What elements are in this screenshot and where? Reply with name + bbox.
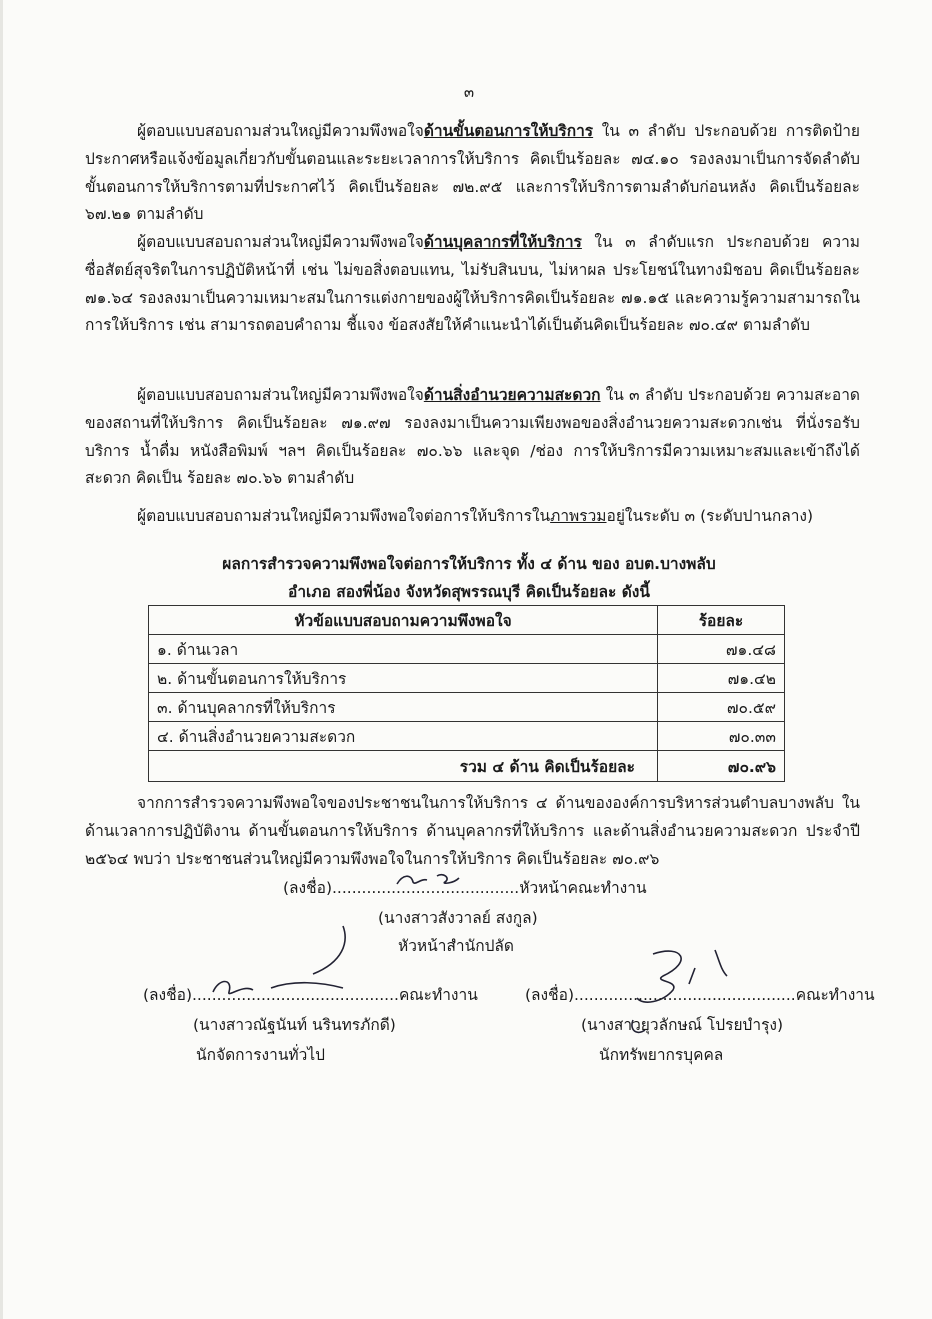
page-number: ๓	[463, 83, 475, 101]
signature-line-left	[143, 981, 478, 1009]
signatory-position-left: นักจัดการงานทั่วไป	[196, 1046, 325, 1064]
signature-line-right	[525, 981, 875, 1009]
emphasis-text: ด้านบุคลากรที่ให้บริการ	[423, 233, 582, 251]
paragraph-text: ใน ๓ ลำดับ ประกอบด้วย การติดป้ายประกาศหรือแจ้งข้อมูลเกี่ยวกับขั้นตอนและระยะเวลาการให้บริการ คิดเป็นร้อยละ ๗๔.๑๐ รองลงมาเป็นการจัดลำดับขั้นตอนการให้บริการตามที่ประกาศไว้ คิดเป็นร้อยละ ๗๒.๙๕ และการให้บริการตามลำดับก่อนหลัง คิดเป็นร้อยละ ๖๗.๒๑ ตามลำดับ	[85, 122, 860, 224]
signature-dots: ..........................................	[192, 986, 399, 1004]
signatory-name-left: (นางสาวณัฐนันท์ นรินทรภักดี)	[193, 1016, 396, 1034]
table-row	[149, 635, 785, 664]
paragraph-staff	[85, 229, 860, 340]
signature-role: คณะทำงาน	[398, 986, 478, 1004]
paragraph-text: ผู้ตอบแบบสอบถามส่วนใหญ่มีความพึงพอใจ	[137, 122, 424, 140]
table-cell-topic: ๒. ด้านขั้นตอนการให้บริการ	[149, 664, 658, 693]
table-cell-topic: ๔. ด้านสิ่งอำนวยความสะดวก	[149, 722, 658, 751]
signature-role: หัวหน้าคณะทำงาน	[519, 879, 647, 897]
paragraph-text: ใน ๓ ลำดับ ประกอบด้วย ความสะอาดของสถานที่ให้บริการ คิดเป็นร้อยละ ๗๑.๙๗ รองลงมาเป็นความเพียงพอของสิ่งอำนวยความสะดวกเช่น ที่นั่งรอรับบริการ น้ำดื่ม หนังสือพิมพ์ ฯลฯ คิดเป็นร้อยละ ๗๐.๖๖ และจุด /ช่อง การให้บริการมีความเหมาะสมและเข้าถึงได้สะดวก คิดเป็น ร้อยละ ๗๐.๖๖ ตามลำดับ	[85, 386, 860, 488]
table-caption-line1: ผลการสำรวจความพึงพอใจต่อการให้บริการ ทั้ง ๔ ด้าน ของ อบต.บางพลับ	[222, 555, 716, 573]
handwritten-signature-head	[393, 868, 473, 890]
table-cell-percent: ๗๐.๓๓	[658, 722, 785, 751]
table-cell-percent: ๗๐.๕๙	[658, 693, 785, 722]
table-total-row	[149, 751, 785, 782]
emphasis-text: ด้านสิ่งอำนวยความสะดวก	[423, 386, 601, 404]
table-row	[149, 664, 785, 693]
paragraph-process	[85, 118, 860, 229]
table-caption-line2: อำเภอ สองพี่น้อง จังหวัดสุพรรณบุรี คิดเป็นร้อยละ ดังนี้	[288, 583, 650, 601]
paragraph-text: ผู้ตอบแบบสอบถามส่วนใหญ่มีความพึงพอใจ	[137, 386, 424, 404]
paragraph-conclusion	[85, 790, 860, 873]
paragraph-facilities	[85, 382, 860, 493]
signature-dots: ......................................	[332, 879, 520, 897]
table-cell-percent: ๗๑.๔๘	[658, 635, 785, 664]
table-row	[149, 722, 785, 751]
emphasis-text: ภาพรวม	[550, 507, 607, 525]
emphasis-text: ด้านขั้นตอนการให้บริการ	[423, 122, 594, 140]
table-cell-percent: ๗๑.๔๒	[658, 664, 785, 693]
signature-role: คณะทำงาน	[795, 986, 875, 1004]
signature-prefix: (ลงชื่อ)	[525, 986, 574, 1004]
signature-dots: .............................................	[574, 986, 796, 1004]
table-cell-topic: ๑. ด้านเวลา	[149, 635, 658, 664]
table-total-label: รวม ๔ ด้าน คิดเป็นร้อยละ	[149, 751, 658, 782]
signature-prefix: (ลงชื่อ)	[283, 879, 332, 897]
signatory-position-right: นักทรัพยากรบุคคล	[599, 1046, 724, 1064]
paragraph-text: จากการสำรวจความพึงพอใจของประชาชนในการให้บริการ ๔ ด้านขององค์การบริหารส่วนตำบลบางพลับ ในด้านเวลาการปฏิบัติงาน ด้านขั้นตอนการให้บริการ ด้านบุคลากรที่ให้บริการ และด้านสิ่งอำนวยความสะดวก ประจำปี ๒๕๖๔ พบว่า ประชาชนส่วนใหญ่มีความพึงพอใจในการให้บริการ คิดเป็นร้อยละ ๗๐.๙๖	[85, 794, 860, 868]
table-header-percent: ร้อยละ	[658, 606, 785, 635]
signatory-position-head: หัวหน้าสำนักปลัด	[398, 937, 514, 955]
paragraph-text: ผู้ตอบแบบสอบถามส่วนใหญ่มีความพึงพอใจต่อการให้บริการใน	[137, 507, 551, 525]
satisfaction-table	[148, 605, 785, 782]
paragraph-text: ผู้ตอบแบบสอบถามส่วนใหญ่มีความพึงพอใจ	[137, 233, 424, 251]
table-total-value: ๗๐.๙๖	[658, 751, 785, 782]
table-header-row	[149, 606, 785, 635]
table-header-topic: หัวข้อแบบสอบถามความพึงพอใจ	[149, 606, 658, 635]
table-cell-topic: ๓. ด้านบุคลากรที่ให้บริการ	[149, 693, 658, 722]
table-row	[149, 693, 785, 722]
paragraph-overall	[85, 503, 860, 531]
paragraph-text: ใน ๓ ลำดับแรก ประกอบด้วย ความซื่อสัตย์สุจริตในการปฏิบัติหน้าที่ เช่น ไม่ขอสิ่งตอบแทน, ไม่รับสินบน, ไม่หาผล ประโยชน์ในทางมิชอบ คิดเป็นร้อยละ ๗๑.๖๔ รองลงมาเป็นความเหมาะสมในการแต่งกายของผู้ให้บริการคิดเป็นร้อยละ ๗๑.๑๕ และความรู้ความสามารถในการให้บริการ เช่น สามารถตอบคำถาม ชี้แจง ข้อสงสัยให้คำแนะนำได้เป็นต้นคิดเป็นร้อยละ ๗๐.๔๙ ตามลำดับ	[85, 233, 860, 335]
signatory-name-right: (นางสาวยุวลักษณ์ โปรยบำรุง)	[581, 1016, 784, 1034]
paragraph-text: อยู่ในระดับ ๓ (ระดับปานกลาง)	[606, 507, 814, 525]
signature-prefix: (ลงชื่อ)	[143, 986, 192, 1004]
signatory-name-head: (นางสาวสังวาลย์ สงกูล)	[378, 909, 538, 927]
